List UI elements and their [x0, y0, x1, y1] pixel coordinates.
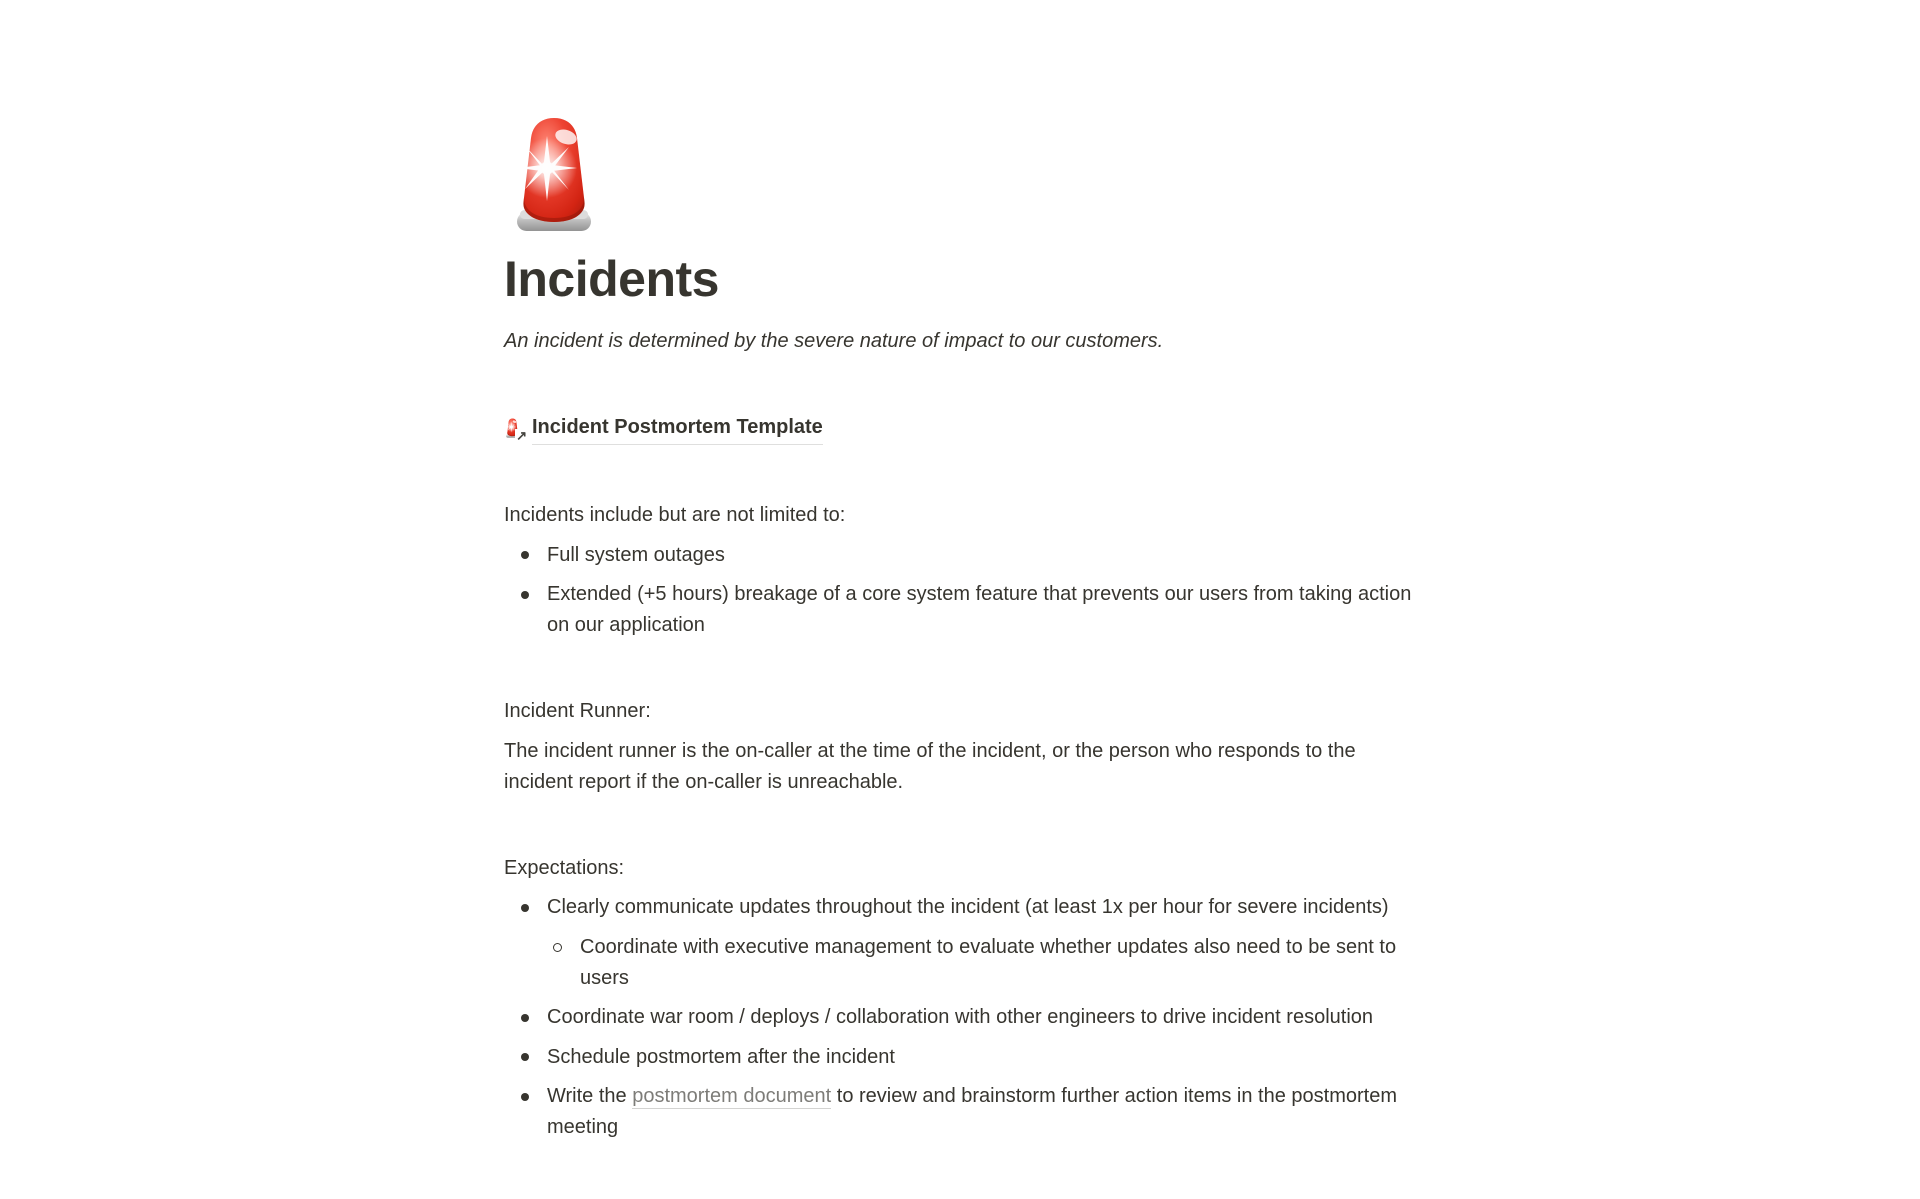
bullet-icon: [521, 591, 529, 599]
expectations-list: [502, 889, 1418, 1146]
bullet-icon: [521, 551, 529, 559]
bullet-col: [502, 540, 547, 571]
list-item-text: Extended (+5 hours) breakage of a core system feature that prevents our users from taking action on our application: [547, 583, 1412, 636]
bullet-col: [502, 1042, 547, 1073]
hollow-bullet-icon: [553, 943, 562, 952]
page-link-incident-postmortem-template[interactable]: [502, 409, 825, 448]
list-item: [502, 999, 1418, 1036]
list-item-text: Clearly communicate updates throughout the incident (at least 1x per hour for severe incidents): [547, 896, 1389, 918]
page-icon[interactable]: [502, 113, 1418, 235]
paragraph-expectations-heading: Expectations:: [504, 856, 625, 879]
empty-block: [502, 803, 1418, 847]
list-item: [502, 1039, 1418, 1076]
siren-light-icon: [504, 116, 604, 232]
paragraph-incident-types-intro: Incidents include but are not limited to:: [504, 504, 846, 526]
list-item-text: Coordinate war room / deploys / collaboration with other engineers to drive incident resolution: [547, 1006, 1374, 1028]
arrow-up-right-icon: ↗: [516, 428, 527, 443]
paragraph-incident-runner-heading: Incident Runner:: [504, 700, 651, 722]
page-subtitle: An incident is determined by the severe nature of impact to our customers.: [504, 330, 1164, 352]
bullet-icon: [521, 1014, 529, 1022]
paragraph-incident-runner-body: The incident runner is the on-caller at the time of the incident, or the person who responds to the incident report if the on-caller is unreachable.: [504, 739, 1356, 793]
bullet-icon: [521, 1093, 529, 1101]
text-segment: to review and brainstorm further action items in the postmortem meeting: [547, 1085, 1397, 1138]
notion-page: [502, 0, 1418, 1146]
bullet-icon: [521, 1053, 529, 1061]
bullet-col: [502, 1081, 547, 1143]
list-item-text: Coordinate with executive management to evaluate whether updates also need to be sent to users: [580, 935, 1397, 989]
inline-link-postmortem-document[interactable]: postmortem document: [632, 1085, 832, 1107]
list-item-text: Schedule postmortem after the incident: [547, 1045, 895, 1068]
bullet-col: [535, 932, 580, 994]
empty-block: [502, 647, 1418, 691]
nested-list-item: [535, 929, 1418, 997]
empty-block: [502, 451, 1418, 495]
bullet-col: [502, 1002, 547, 1033]
list-item: [502, 1078, 1418, 1146]
list-item: [502, 576, 1418, 644]
empty-block: [502, 363, 1418, 407]
bullet-col: [502, 579, 547, 641]
page-link-label[interactable]: Incident Postmortem Template: [532, 412, 823, 445]
list-item-text: Full system outages: [547, 543, 725, 566]
bullet-col: [502, 892, 547, 923]
incident-types-list: [502, 537, 1418, 645]
siren-page-icon: [504, 418, 527, 443]
list-item: [502, 889, 1418, 926]
list-item-text: [547, 1081, 1418, 1143]
list-item: [502, 537, 1418, 574]
bullet-icon: [521, 904, 529, 912]
text-segment: Write the: [547, 1085, 633, 1107]
page-title: Incidents: [504, 251, 719, 307]
